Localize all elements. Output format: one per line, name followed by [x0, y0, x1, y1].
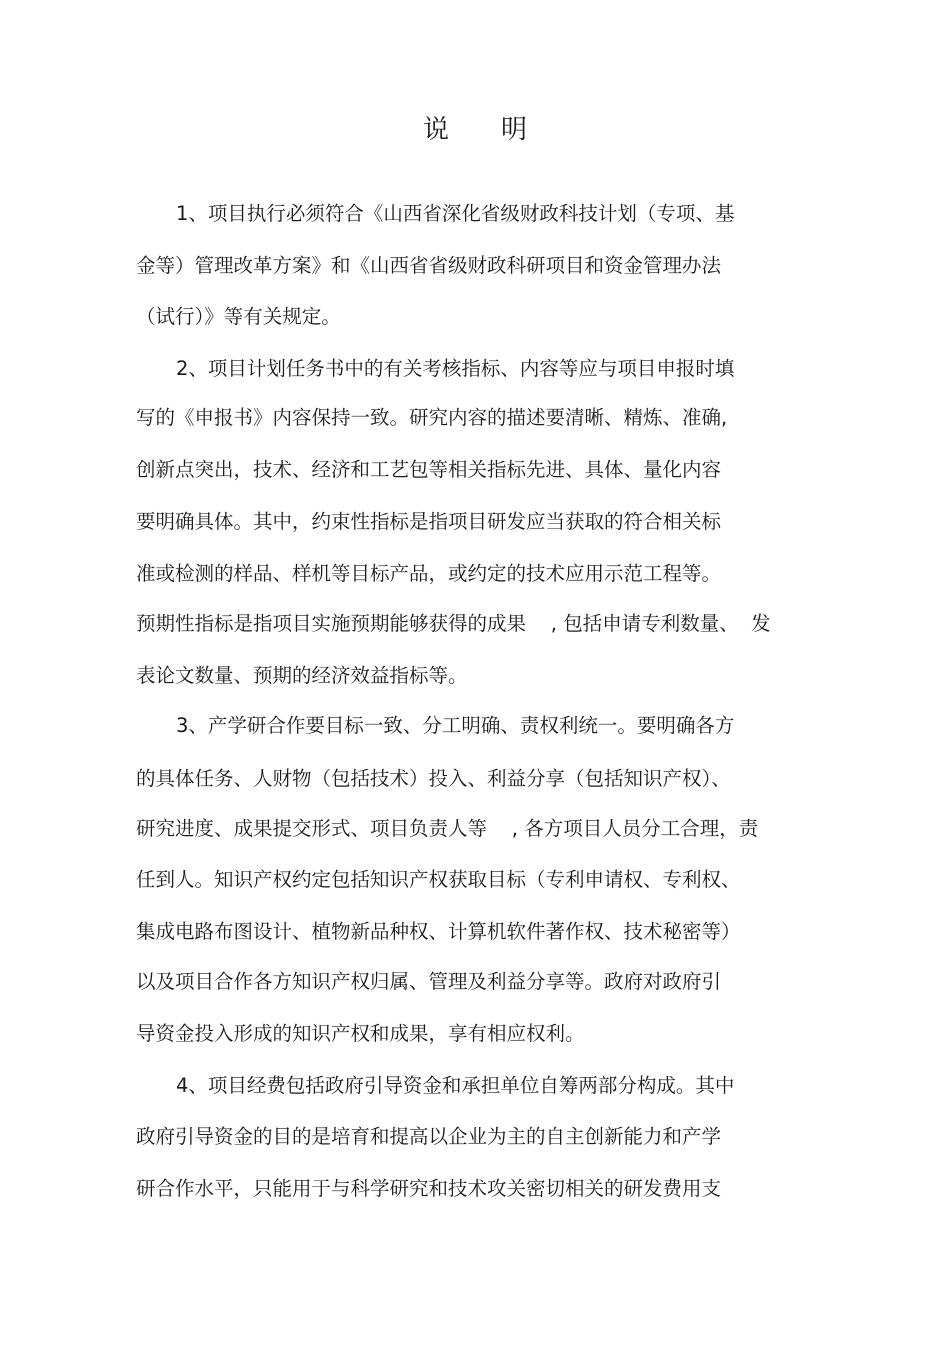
paragraph-3-line-1: 3、产学研合作要目标一致、分工明确、责权利统一。要明确各方	[176, 714, 735, 737]
paragraph-2-line-2: 写的《申报书》内容保持一致。研究内容的描述要清晰、精炼、准确,	[136, 406, 728, 429]
paragraph-1-line-1: 1、项目执行必须符合《山西省深化省级财政科技计划（专项、基	[176, 202, 735, 225]
paragraph-2-line-4: 要明确具体。其中，约束性指标是指项目研发应当获取的符合相关标	[136, 510, 722, 533]
paragraph-4-line-2: 政府引导资金的目的是培育和提高以企业为主的自主创新能力和产学	[136, 1125, 722, 1148]
paragraph-2-line-5: 准或检测的样品、样机等目标产品，或约定的技术应用示范工程等。	[136, 562, 722, 585]
paragraph-2-line-6: 预期性指标是指项目实施预期能够获得的成果 , 包括申请专利数量、 发	[136, 612, 771, 635]
paragraph-3-line-3: 研究进度、成果提交形式、项目负责人等 , 各方项目人员分工合理，责	[136, 817, 759, 840]
paragraph-3-line-2: 的具体任务、人财物（包括技术）投入、利益分享（包括知识产权）、	[136, 767, 731, 790]
paragraph-1-line-3: （试行）》等有关规定。	[136, 305, 341, 328]
paragraph-1-line-2: 金等）管理改革方案》和《山西省省级财政科研项目和资金管理办法	[136, 254, 722, 277]
paragraph-4-line-3: 研合作水平，只能用于与科学研究和技术攻关密切相关的研发费用支	[136, 1177, 722, 1200]
paragraph-2-line-7: 表论文数量、预期的经济效益指标等。	[136, 664, 468, 687]
paragraph-3-line-5: 集成电路布图设计、植物新品种权、计算机软件著作权、技术秘密等）	[136, 920, 741, 943]
paragraph-3-line-7: 导资金投入形成的知识产权和成果，享有相应权利。	[136, 1022, 585, 1045]
paragraph-2-line-1: 2、项目计划任务书中的有关考核指标、内容等应与项目申报时填	[176, 357, 735, 380]
page-title: 说明	[422, 115, 579, 145]
paragraph-3-line-6: 以及项目合作各方知识产权归属、管理及利益分享等。政府对政府引	[136, 970, 722, 993]
paragraph-2-line-3: 创新点突出，技术、经济和工艺包等相关指标先进、具体、量化内容	[136, 458, 722, 481]
paragraph-4-line-1: 4、项目经费包括政府引导资金和承担单位自筹两部分构成。其中	[176, 1074, 735, 1097]
paragraph-3-line-4: 任到人。知识产权约定包括知识产权获取目标（专利申请权、专利权、	[136, 868, 741, 891]
